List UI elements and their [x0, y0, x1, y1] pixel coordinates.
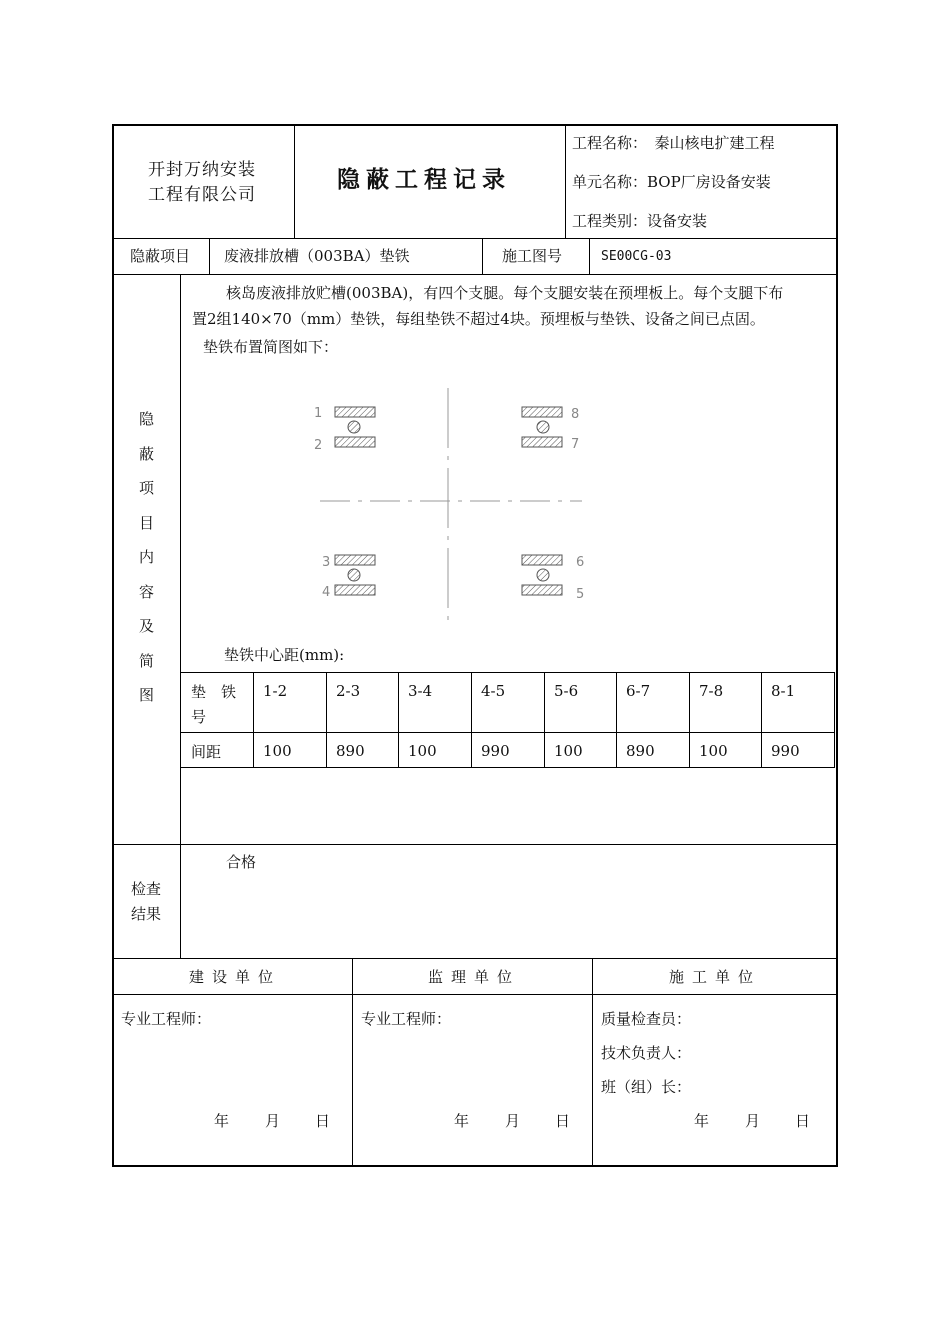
content-side-label [139, 408, 154, 719]
project-name: 工程名称： 秦山核电扩建工程 [572, 134, 775, 152]
date-day: 日 [315, 1112, 331, 1130]
quality-inspector-label: 质量检查员： [601, 1010, 692, 1028]
distance-value: 990 [481, 742, 510, 760]
drawing-number-value: SE00CG-03 [601, 249, 672, 264]
date-month: 月 [745, 1112, 761, 1130]
hidden-item-label: 隐蔽项目 [130, 247, 191, 265]
side-label-char: 隐 [139, 410, 155, 428]
owner-engineer-label: 专业工程师： [121, 1010, 212, 1028]
shim-label-4: 4 [322, 585, 331, 600]
inspection-result: 合格 [226, 853, 257, 871]
owner-unit-title: 建设单位 [189, 968, 282, 986]
side-label-char: 简 [139, 651, 155, 670]
shim-number-header: 垫 铁 [191, 683, 237, 701]
pair-header: 6-7 [626, 682, 651, 700]
shim-label-8: 8 [571, 407, 580, 422]
project-category: 工程类别：设备安装 [572, 212, 708, 230]
date-month: 月 [265, 1112, 281, 1130]
shim-3 [335, 555, 375, 565]
distance-value: 990 [771, 742, 800, 760]
team-leader-label: 班（组）长： [601, 1078, 692, 1096]
date-day: 日 [795, 1112, 811, 1130]
side-label-char: 及 [139, 617, 155, 635]
shim-label-7: 7 [571, 437, 580, 452]
company-name-line1: 开封万纳安装 [148, 160, 256, 180]
shim-4 [335, 585, 375, 595]
distance-caption: 垫铁中心距(mm): [224, 646, 345, 664]
leg-icon [537, 569, 549, 581]
shim-5 [522, 585, 562, 595]
shim-label-2: 2 [314, 438, 323, 453]
pair-header: 3-4 [408, 682, 433, 700]
distance-value: 890 [336, 742, 365, 760]
side-label-char: 容 [139, 582, 155, 601]
distance-value: 100 [554, 742, 583, 760]
construction-unit-title: 施工单位 [669, 968, 762, 986]
description-line1: 核岛废液排放贮槽(003BA)，有四个支腿。每个支腿安装在预埋板上。每个支腿下布 [226, 284, 784, 302]
shim-6 [522, 555, 562, 565]
diagram-caption: 垫铁布置简图如下： [203, 338, 339, 356]
leg-icon [348, 421, 360, 433]
unit-name: 单元名称：BOP厂房设备安装 [572, 173, 771, 191]
distance-row-label: 间距 [191, 743, 222, 761]
distance-value: 100 [699, 742, 728, 760]
leg-icon [348, 569, 360, 581]
pair-header: 2-3 [336, 682, 361, 700]
technical-lead-label: 技术负责人： [601, 1044, 692, 1062]
shim-layout-diagram [300, 385, 600, 630]
pair-header: 5-6 [554, 682, 579, 700]
shim-label-6: 6 [576, 555, 585, 570]
leg-icon [537, 421, 549, 433]
page-title: 隐蔽工程记录 [337, 166, 511, 193]
supervision-unit-title: 监理单位 [428, 968, 521, 986]
pair-header: 7-8 [699, 682, 724, 700]
inspection-label-line2: 结果 [131, 905, 162, 923]
shim-label-1: 1 [314, 406, 323, 421]
shim-number-header: 号 [191, 708, 207, 726]
hidden-item-value: 废液排放槽（003BA）垫铁 [224, 247, 410, 265]
date-day: 日 [555, 1112, 571, 1130]
description-line2: 置2组140×70（mm）垫铁，每组垫铁不超过4块。预埋板与垫铁、设备之间已点固。 [192, 310, 765, 328]
distance-value: 100 [263, 742, 292, 760]
distance-value: 890 [626, 742, 655, 760]
shim-2 [335, 437, 375, 447]
side-label-char: 蔽 [139, 444, 155, 463]
date-year: 年 [694, 1112, 710, 1130]
shim-label-3: 3 [322, 555, 331, 570]
shim-8 [522, 407, 562, 417]
side-label-char: 目 [139, 513, 155, 532]
drawing-number-label: 施工图号 [502, 247, 563, 265]
side-label-char: 项 [139, 479, 155, 497]
supervision-engineer-label: 专业工程师： [361, 1010, 452, 1028]
company-name-line2: 工程有限公司 [148, 185, 256, 205]
side-label-char: 内 [139, 548, 155, 566]
pair-header: 8-1 [771, 682, 796, 700]
date-year: 年 [214, 1112, 230, 1130]
side-label-char: 图 [139, 686, 155, 704]
pair-header: 4-5 [481, 682, 506, 700]
shim-1 [335, 407, 375, 417]
inspection-label-line1: 检查 [131, 880, 162, 898]
date-year: 年 [454, 1112, 470, 1130]
shim-7 [522, 437, 562, 447]
distance-value: 100 [408, 742, 437, 760]
date-month: 月 [505, 1112, 521, 1130]
pair-header: 1-2 [263, 682, 288, 700]
shim-label-5: 5 [576, 587, 585, 602]
